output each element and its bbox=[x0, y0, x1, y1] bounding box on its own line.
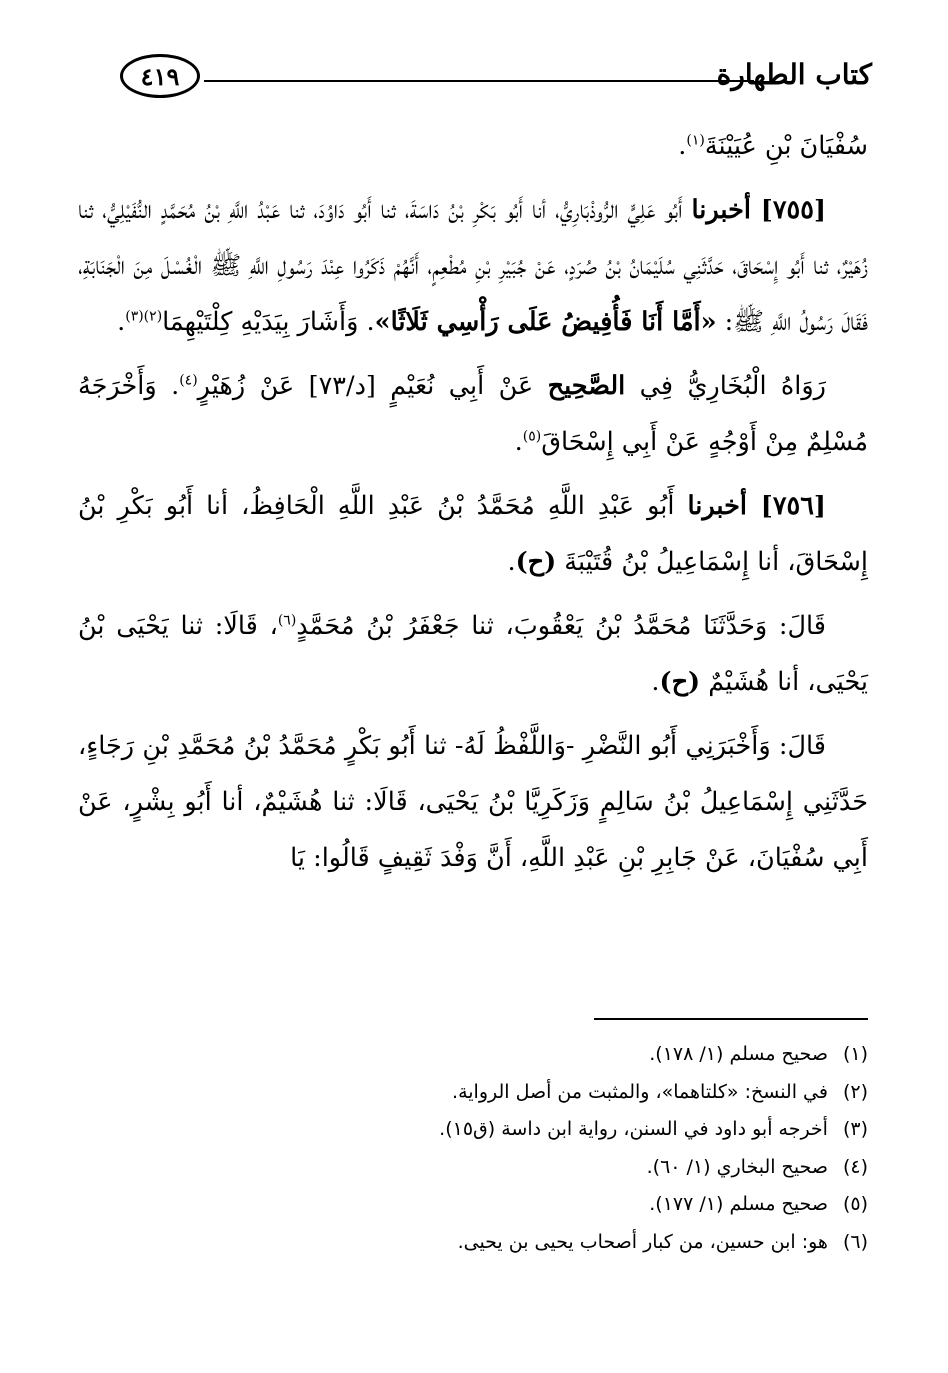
paragraph-text: قَالَ: وَحَدَّثَنَا مُحَمَّدُ بْنُ يَعْقُوبَ، ثنا جَعْفَرُ بْنُ مُحَمَّدٍ bbox=[296, 611, 827, 641]
footnote-number: (٦) bbox=[842, 1230, 868, 1253]
footnote-separator bbox=[594, 1018, 868, 1020]
paragraph-text: سُفْيَانَ بْنِ عُيَيْنَةَ bbox=[704, 131, 868, 161]
paragraph-text-2: عَنْ أَبِي نُعَيْمٍ [د/٧٣] عَنْ زُهَيْرٍ bbox=[197, 371, 534, 401]
paragraph-text: قَالَ: وَأَخْبَرَنِي أَبُو النَّضْرِ -وَاللَّفْظُ لَهُ- ثنا أَبُو بَكْرٍ مُحَمَّدُ بْنُ مُحَمَّدِ بْنِ رَجَاءٍ، حَدَّثَنِي إِسْمَاعِيلُ بْنُ سَالِمٍ وَزَكَرِيَّا بْنُ يَحْيَى، قَالَا: ثنا هُشَيْمٌ، أنا أَبُو بِشْرٍ، عَنْ أَبِي سُفْيَانَ، عَنْ جَابِرِ بْنِ عَبْدِ اللَّهِ، أَنَّ وَفْدَ ثَقِيفٍ قَالُوا: يَا bbox=[78, 731, 868, 873]
tahwil-mark: (ح) bbox=[515, 547, 557, 577]
hadith-755 bbox=[78, 182, 868, 350]
hadith-label: [٧٥٥] أخبرنا bbox=[691, 195, 827, 225]
paragraph-text-2: ، قَالَا: ثنا يَحْيَى بْنُ يَحْيَى، أنا هُشَيْمٌ bbox=[78, 611, 868, 697]
paragraph-text-2: . وَأَشَارَ بِيَدَيْهِ كِلْتَيْهِمَا bbox=[162, 307, 375, 337]
takhrij-paragraph bbox=[78, 358, 868, 470]
footnote-5 bbox=[88, 1186, 868, 1224]
footnote-ref: (١) bbox=[686, 132, 705, 149]
hadith-label: [٧٥٦] أخبرنا bbox=[687, 491, 826, 521]
chain-paragraph-2 bbox=[78, 718, 868, 886]
page-number: ٤١٩ bbox=[120, 54, 200, 98]
footnote-text: هو: ابن حسين، من كبار أصحاب يحيى بن يحيى. bbox=[457, 1230, 828, 1253]
footnote-ref: (٤) bbox=[179, 372, 198, 389]
footnote-number: (٤) bbox=[842, 1155, 868, 1178]
paragraph-tail: . bbox=[507, 547, 516, 577]
main-text bbox=[78, 118, 868, 894]
footnote-text: صحيح مسلم (١/ ١٧٧). bbox=[649, 1193, 828, 1215]
book-name: الصَّحِيح bbox=[547, 371, 626, 401]
paragraph-tail: . bbox=[514, 427, 523, 457]
footnote-text: في النسخ: «كلتاهما»، والمثبت من أصل الرواية. bbox=[452, 1080, 828, 1103]
paragraph-text: أَبُو عَلِيٍّ الرُّوذْبَارِيُّ، أنا أَبُو بَكْرِ بْنُ دَاسَةَ، ثنا أَبُو دَاوُدَ، ثنا عَبْدُ اللَّهِ بْنُ مُحَمَّدٍ النُّفَيْلِيُّ، ثنا زُهَيْرٌ، ثنا أَبُو إِسْحَاقَ، حَدَّثَنِي سُلَيْمَانُ بْنُ صُرَدٍ، عَنْ جُبَيْرِ بْنِ مُطْعِمٍ، أَنَّهُمْ ذَكَرُوا عِنْدَ رَسُولِ اللَّهِ ﷺ الْغُسْلَ مِنَ الْجَنَابَةِ، فَقَالَ رَسُولُ اللَّهِ ﷺ: bbox=[78, 195, 868, 337]
footnote-number: (٣) bbox=[842, 1118, 868, 1140]
footnote-text: صحيح البخاري (١/ ٦٠). bbox=[646, 1155, 828, 1178]
paragraph-tail: . bbox=[651, 667, 660, 697]
footnote-6 bbox=[88, 1224, 868, 1262]
footnotes bbox=[88, 1036, 868, 1261]
chain-paragraph bbox=[78, 598, 868, 710]
footnote-3 bbox=[88, 1111, 868, 1149]
prophetic-quote: «أَمَّا أَنَا فَأُفِيضُ عَلَى رَأْسِي ثَلَاثًا» bbox=[374, 307, 717, 337]
footnote-2 bbox=[88, 1074, 868, 1112]
footnote-number: (١) bbox=[842, 1043, 868, 1065]
footnote-ref: (٥) bbox=[522, 428, 542, 445]
paragraph-continuation bbox=[78, 118, 868, 174]
footnote-number: (٥) bbox=[842, 1193, 868, 1215]
paragraph-text: رَوَاهُ الْبُخَارِيُّ فِي bbox=[639, 371, 826, 401]
footnote-1 bbox=[88, 1036, 868, 1074]
paragraph-tail: . bbox=[678, 131, 687, 161]
paragraph-text-3: . وَأَخْرَجَهُ مُسْلِمٌ مِنْ أَوْجُهٍ عَنْ أَبِي إِسْحَاقَ bbox=[78, 371, 868, 457]
tahwil-mark: (ح) bbox=[659, 667, 701, 697]
paragraph-tail: . bbox=[117, 307, 126, 337]
footnote-number: (٢) bbox=[842, 1080, 868, 1103]
paragraph-text: أَبُو عَبْدِ اللَّهِ مُحَمَّدُ بْنُ عَبْدِ اللَّهِ الْحَافِظُ، أنا أَبُو بَكْرِ بْنُ إِسْحَاقَ، أنا إِسْمَاعِيلُ بْنُ قُتَيْبَةَ bbox=[78, 491, 868, 577]
header-rule bbox=[204, 80, 754, 82]
hadith-756 bbox=[78, 478, 868, 590]
running-header bbox=[120, 54, 872, 104]
footnote-4 bbox=[88, 1149, 868, 1187]
footnote-text: أخرجه أبو داود في السنن، رواية ابن داسة (ق١٥). bbox=[439, 1118, 828, 1140]
footnote-text: صحيح مسلم (١/ ١٧٨). bbox=[649, 1043, 828, 1065]
footnote-ref: (٦) bbox=[277, 612, 297, 629]
footnote-ref: (٢)(٣) bbox=[125, 308, 163, 325]
book-title: كتاب الطهارة bbox=[716, 58, 872, 91]
